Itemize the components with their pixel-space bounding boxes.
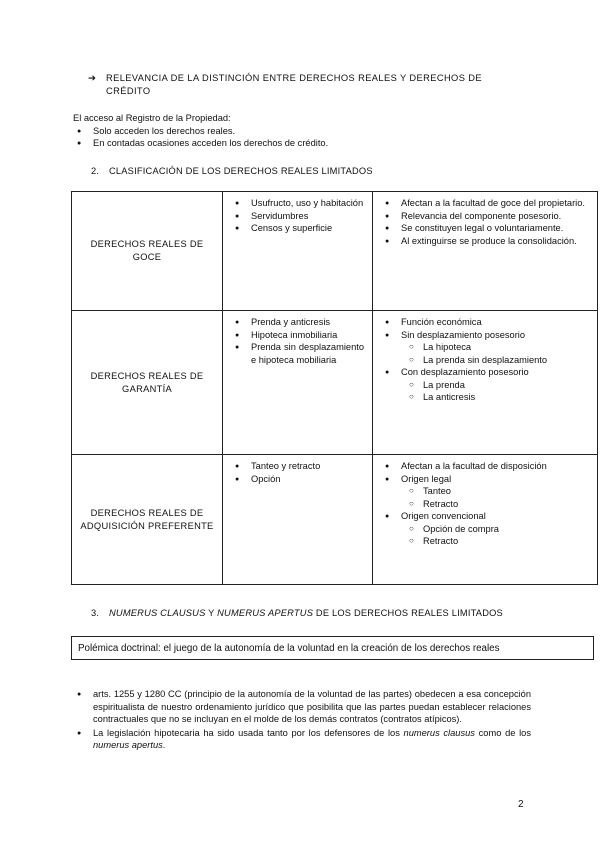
list-item: ● Se constituyen legal o voluntariamente. — [381, 222, 589, 235]
sub-list-item: ○ Tanteo — [401, 485, 589, 498]
list-item: ● Tanteo y retracto — [231, 460, 364, 473]
sub-list-item: ○ Retracto — [401, 535, 589, 548]
list-item: ● Prenda y anticresis — [231, 316, 364, 329]
row-label: DERECHOS REALES DE GARANTÍA — [72, 311, 223, 455]
list-item: ● La legislación hipotecaria ha sido usada tanto por los defensores de los numerus clausus como de los numerus apertus. — [73, 727, 531, 752]
list-item: ● Hipoteca inmobiliaria — [231, 329, 364, 342]
list-item: ● Al extinguirse se produce la consolidación. — [381, 235, 589, 248]
list-item: ● Origen convencional ○ Opción de compra ○ Retracto — [381, 510, 589, 548]
section-3-title: 3. NUMERUS CLAUSUS Y NUMERUS APERTUS DE LOS DERECHOS REALES LIMITADOS — [91, 608, 503, 618]
list-item: ● Con desplazamiento posesorio ○ La prenda ○ La anticresis — [381, 366, 589, 404]
table-row — [72, 192, 598, 311]
intro-lead: El acceso al Registro de la Propiedad: — [73, 113, 231, 123]
features-cell — [373, 311, 598, 455]
row-label: DERECHOS REALES DE ADQUISICIÓN PREFERENTE — [72, 455, 223, 585]
types-cell — [223, 311, 373, 455]
intro-list — [73, 125, 533, 150]
classification-table — [71, 191, 598, 585]
sub-list-item: ○ Opción de compra — [401, 523, 589, 536]
sub-list-item: ○ La prenda sin desplazamiento — [401, 354, 589, 367]
list-item: ● Usufructo, uso y habitación — [231, 197, 364, 210]
section-1-heading — [88, 72, 528, 97]
types-cell — [223, 192, 373, 311]
list-item: ● Afectan a la facultad de disposición — [381, 460, 589, 473]
intro-block — [73, 112, 533, 150]
list-item: ● En contadas ocasiones acceden los derechos de crédito. — [73, 137, 533, 150]
list-item: ● Solo acceden los derechos reales. — [73, 125, 533, 138]
list-item: ● Opción — [231, 473, 364, 486]
sub-list-item: ○ La hipoteca — [401, 341, 589, 354]
section-2-title: 2. CLASIFICACIÓN DE LOS DERECHOS REALES LIMITADOS — [91, 166, 373, 176]
list-item: ● Origen legal ○ Tanteo ○ Retracto — [381, 473, 589, 511]
sub-list-item: ○ Retracto — [401, 498, 589, 511]
sub-list-item: ○ La anticresis — [401, 391, 589, 404]
arrow-icon: ➔ — [88, 73, 97, 83]
list-item: ● arts. 1255 y 1280 CC (principio de la autonomía de la voluntad de las partes) obedecen a esa concepción espiritualista de nuestro ordenamiento jurídico que posibilita que las partes puedan establecer relaciones contractuales que no se incluyan en el molde de los demás contratos (contratos atípicos). — [73, 688, 531, 726]
list-item: ● Afectan a la facultad de goce del propietario. — [381, 197, 589, 210]
list-item: ● Relevancia del componente posesorio. — [381, 210, 589, 223]
features-cell — [373, 192, 598, 311]
features-cell — [373, 455, 598, 585]
table-row — [72, 311, 598, 455]
list-item: ● Prenda sin desplazamiento e hipoteca mobiliaria — [231, 341, 364, 366]
notes-block — [73, 688, 531, 753]
heading-line-1: ➔ RELEVANCIA DE LA DISTINCIÓN ENTRE DERECHOS REALES Y DERECHOS DE — [88, 73, 482, 83]
doctrinal-box: Polémica doctrinal: el juego de la autonomía de la voluntad en la creación de los derechos reales — [71, 636, 594, 660]
heading-line-2: CRÉDITO — [106, 85, 151, 96]
page-number: 2 — [518, 799, 524, 810]
list-item: ● Función económica — [381, 316, 589, 329]
list-item: ● Servidumbres — [231, 210, 364, 223]
list-item: ● Sin desplazamiento posesorio ○ La hipoteca ○ La prenda sin desplazamiento — [381, 329, 589, 367]
types-cell — [223, 455, 373, 585]
list-item: ● Censos y superficie — [231, 222, 364, 235]
row-label: DERECHOS REALES DE GOCE — [72, 192, 223, 311]
table-row — [72, 455, 598, 585]
sub-list-item: ○ La prenda — [401, 379, 589, 392]
